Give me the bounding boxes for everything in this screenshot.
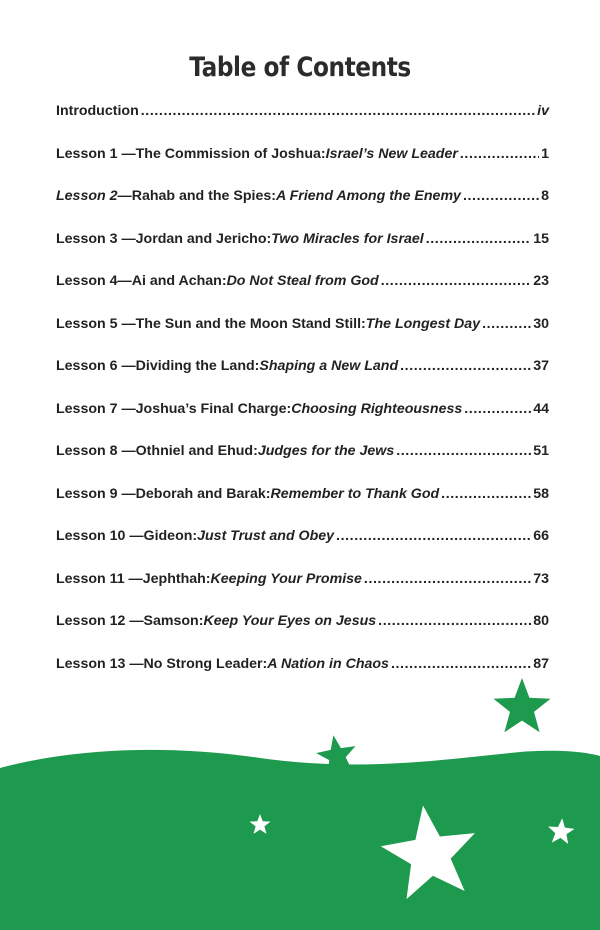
toc-entry-lesson: Introduction: [56, 103, 139, 119]
toc-entry-topic: Gideon:: [143, 528, 198, 544]
toc-entry-page-number: 44: [533, 400, 549, 417]
toc-entry-topic: No Strong Leader:: [143, 655, 268, 672]
toc-entry-lesson: Lesson 11 —: [56, 570, 143, 587]
toc-entry-topic: —Rahab and the Spies:: [117, 188, 276, 204]
toc-entry-topic: —Ai and Achan:: [117, 273, 227, 289]
toc-entry-subtitle: The Longest Day: [365, 315, 481, 332]
toc-entry-topic: The Commission of Joshua:: [135, 145, 326, 162]
toc-entry-page-number: 87: [533, 655, 549, 672]
toc-entry-lesson: Lesson 9 —: [56, 485, 136, 502]
toc-entry-topic: Joshua’s Final Charge:: [135, 400, 292, 417]
toc-entry-lesson: Lesson 7 —: [56, 400, 136, 417]
toc-entry-page-number: 58: [533, 485, 549, 502]
toc-entry-lesson: Lesson 2: [56, 188, 118, 204]
page-title: Table of Contents: [189, 52, 411, 83]
toc-entry-subtitle: Choosing Righteousness: [291, 400, 463, 417]
toc-entry-topic: Dividing the Land:: [135, 358, 260, 374]
toc-entry-subtitle: Just Trust and Obey: [197, 528, 335, 544]
toc-entry-lesson: Lesson 6 —: [56, 358, 136, 374]
toc-entry-subtitle: Keep Your Eyes on Jesus: [203, 613, 377, 629]
toc-entry-subtitle: Shaping a New Land: [259, 358, 399, 374]
toc-entry-page-number: 51: [533, 443, 549, 459]
toc-entry-page-number: 30: [533, 315, 549, 332]
toc-entry-page-number: 80: [533, 613, 549, 629]
toc-entry-subtitle: Israel’s New Leader: [325, 145, 458, 162]
toc-entry-topic: Jordan and Jericho:: [135, 230, 272, 247]
toc-entry-lesson: Lesson 4: [56, 273, 118, 289]
toc-entry-lesson: Lesson 10 —: [56, 528, 144, 544]
toc-entry-subtitle: A Nation in Chaos: [267, 655, 389, 672]
toc-entry-page-number: 37: [533, 358, 549, 374]
green-wave-shape: [0, 750, 600, 930]
toc-entry-lesson: Lesson 5 —: [56, 315, 136, 332]
toc-entry-topic: Deborah and Barak:: [135, 485, 271, 502]
toc-entry-page-number: 1: [541, 145, 549, 162]
toc-entry-page-number: 15: [533, 230, 549, 247]
toc-entry-topic: Samson:: [143, 613, 204, 629]
toc-entry-subtitle: Do Not Steal from God: [226, 273, 379, 289]
toc-entry-page-number: 66: [533, 528, 549, 544]
toc-entry-lesson: Lesson 1 —: [56, 145, 136, 162]
toc-entry-subtitle: Two Miracles for Israel: [271, 230, 424, 247]
toc-entry-lesson: Lesson 12 —: [56, 613, 144, 629]
star-icon: [494, 678, 551, 732]
toc-entry-page-number: 23: [533, 273, 549, 289]
toc-entry-subtitle: Judges for the Jews: [257, 443, 395, 459]
toc-entry-topic: Othniel and Ehud:: [135, 443, 258, 459]
toc-entry-topic: Jephthah:: [142, 570, 211, 587]
toc-entry-subtitle: Keeping Your Promise: [210, 570, 362, 587]
toc-entry-page-number: 73: [533, 570, 549, 587]
toc-entry-lesson: Lesson 13 —: [56, 655, 144, 672]
toc-entry-subtitle: A Friend Among the Enemy: [275, 188, 461, 204]
toc-entry-topic: The Sun and the Moon Stand Still:: [135, 315, 366, 332]
toc-entry-subtitle: Remember to Thank God: [270, 485, 440, 502]
toc-entry-page-number: iv: [537, 103, 549, 119]
toc-entry-page-number: 8: [541, 188, 549, 204]
toc-entry-lesson: Lesson 8 —: [56, 443, 136, 459]
toc-entry-lesson: Lesson 3 —: [56, 230, 136, 247]
